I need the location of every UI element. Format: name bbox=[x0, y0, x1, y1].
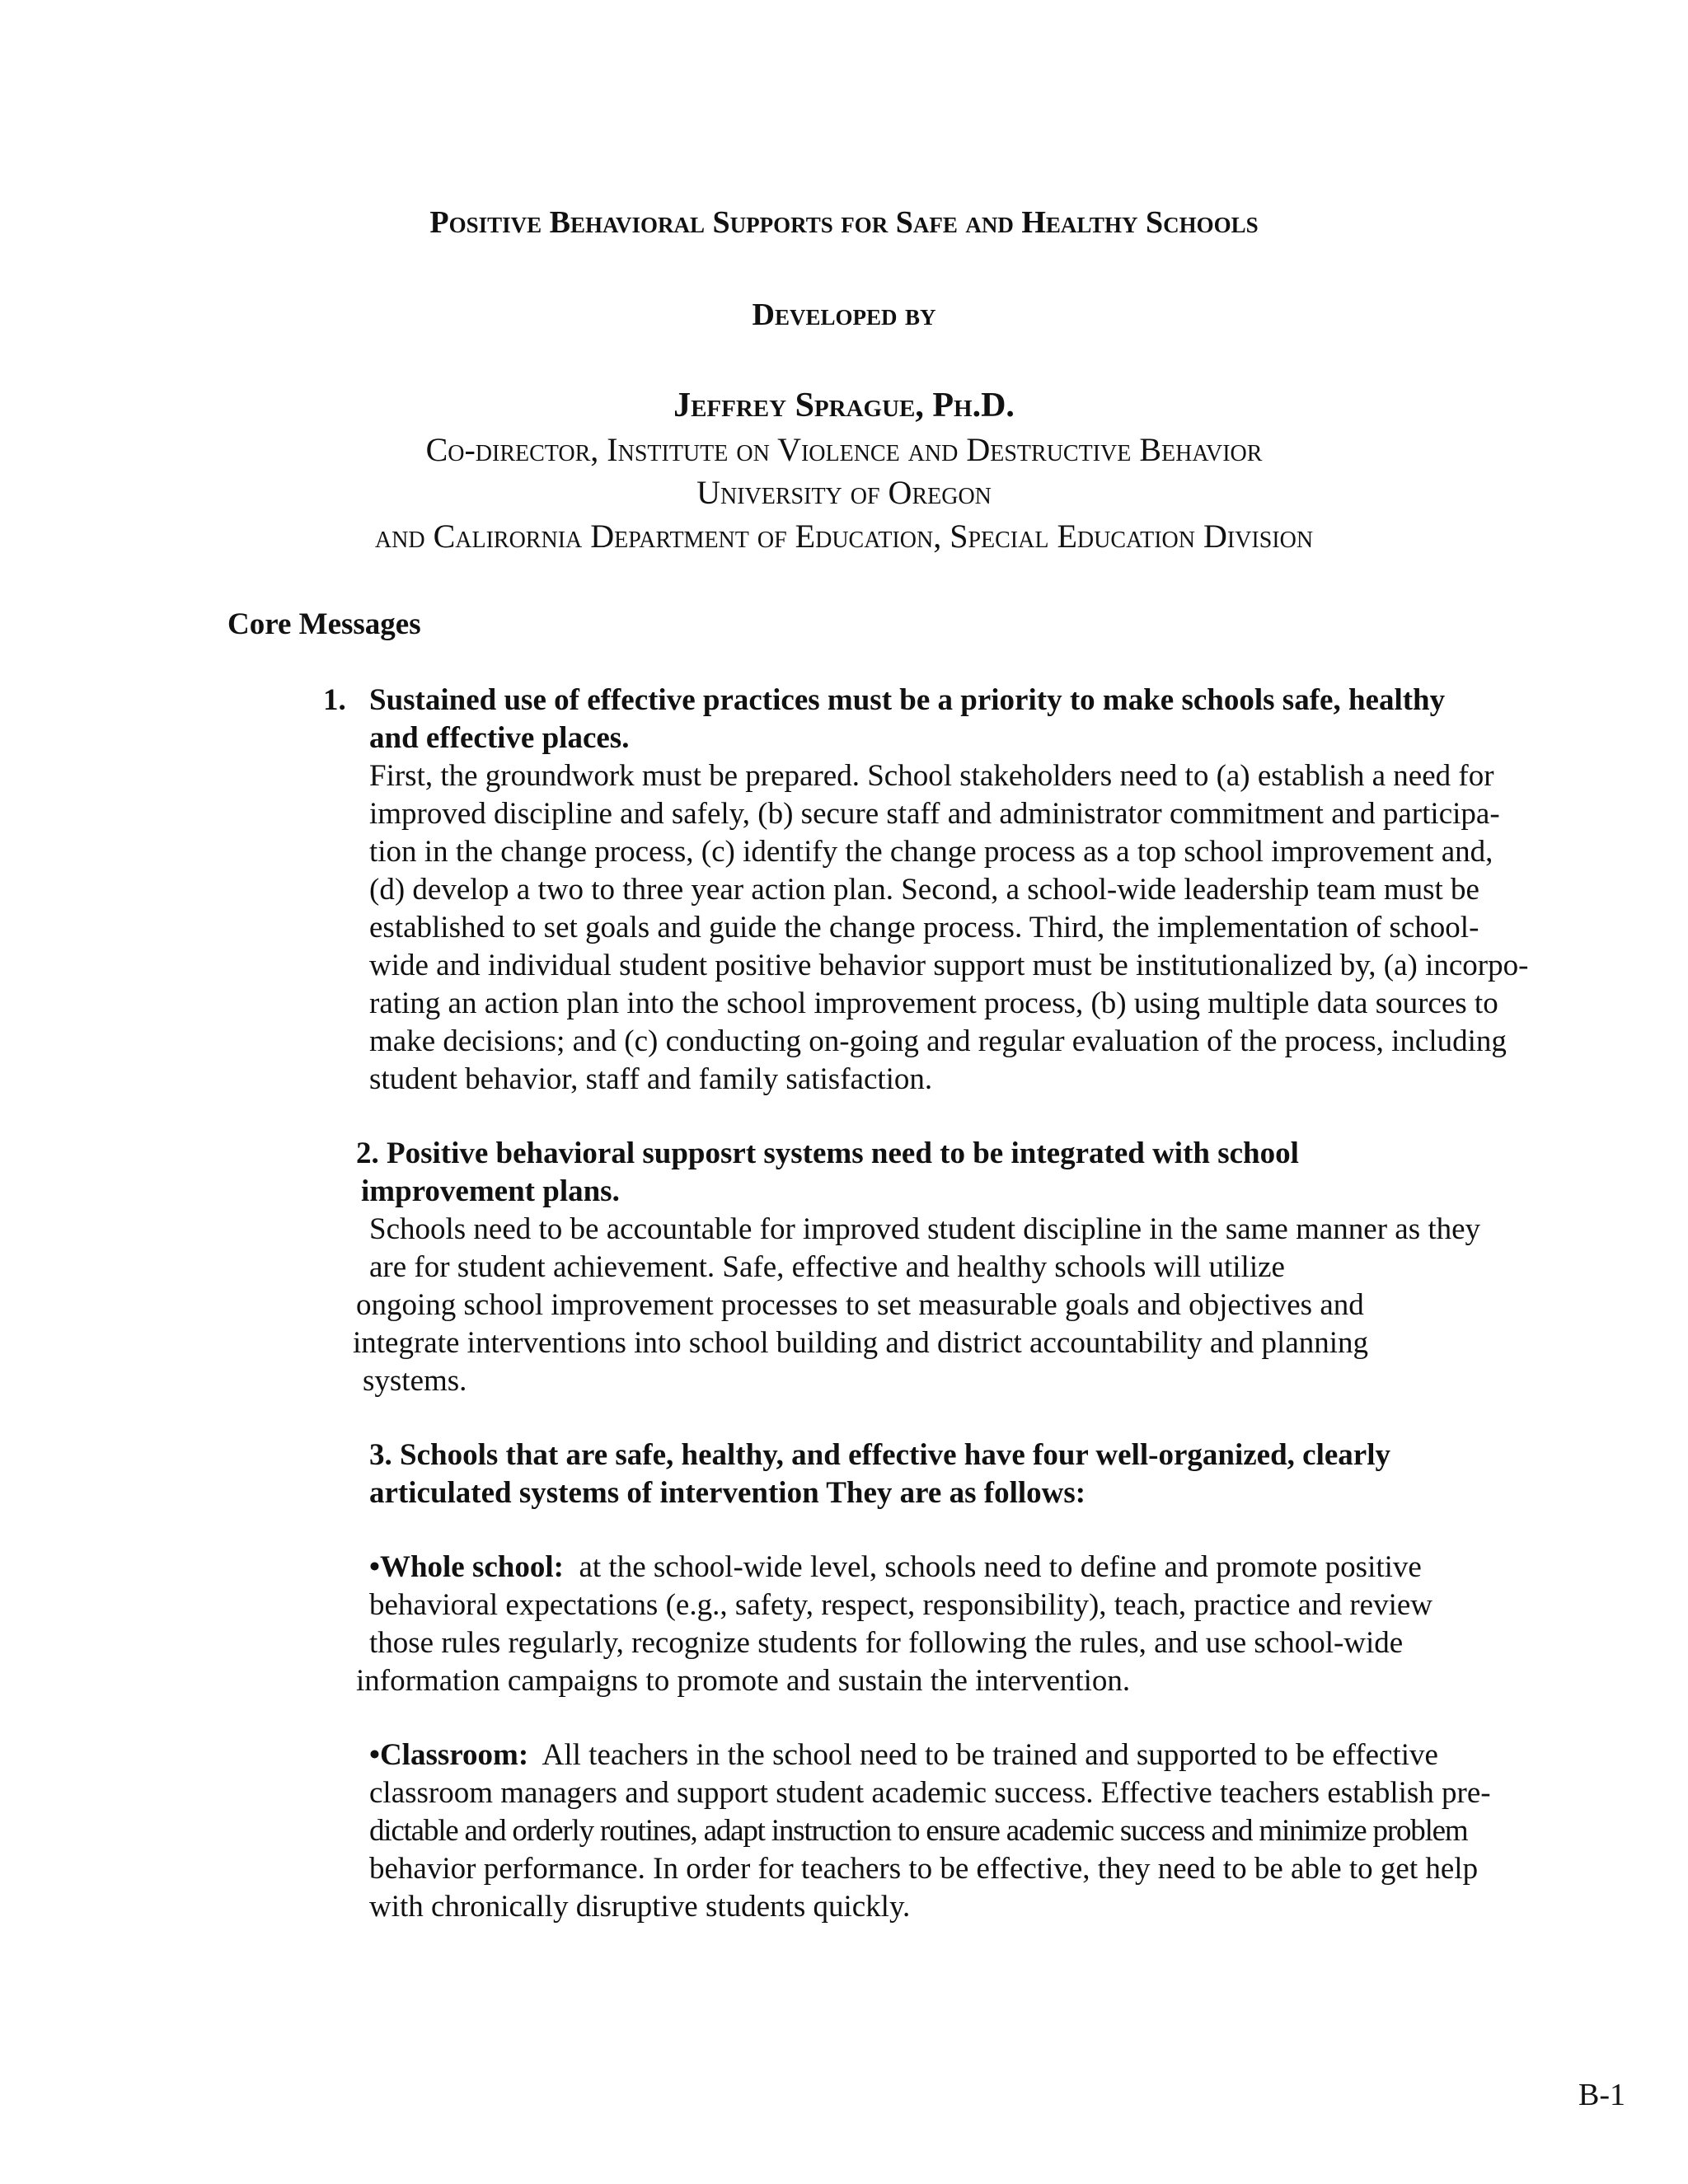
message-2-body-line: Schools need to be accountable for improved student discipline in the same manner as they bbox=[369, 1212, 1481, 1246]
developed-by-label: Developed by bbox=[752, 298, 936, 332]
message-1-number: 1. bbox=[323, 683, 346, 717]
whole-school-text: at the school-wide level, schools need to define and promote positive bbox=[563, 1550, 1422, 1584]
message-2-body-line: ongoing school improvement processes to set measurable goals and objectives and bbox=[356, 1288, 1364, 1322]
author-affiliation-1: Co-director, Institute on Violence and Destructive Behavior bbox=[425, 431, 1263, 468]
core-messages-heading: Core Messages bbox=[227, 607, 421, 641]
classroom-paragraph-line: classroom managers and support student academic success. Effective teachers establish pre- bbox=[369, 1776, 1491, 1810]
message-2-heading-line-2: improvement plans. bbox=[361, 1174, 620, 1208]
message-1-body-line: student behavior, staff and family satisfaction. bbox=[369, 1062, 933, 1096]
message-2-body-line: are for student achievement. Safe, effective and healthy schools will utilize bbox=[369, 1250, 1285, 1284]
whole-school-paragraph-line-1 bbox=[369, 1549, 1422, 1585]
message-3-heading-line-1: 3. Schools that are safe, healthy, and effective have four well-organized, clearly bbox=[369, 1438, 1390, 1472]
whole-school-paragraph-line: information campaigns to promote and sustain the intervention. bbox=[356, 1664, 1131, 1698]
page-number: B-1 bbox=[1578, 2078, 1625, 2112]
classroom-label: •Classroom: bbox=[369, 1738, 529, 1772]
classroom-paragraph-line: dictable and orderly routines, adapt instruction to ensure academic success and minimize problem bbox=[369, 1814, 1468, 1848]
whole-school-label: •Whole school: bbox=[369, 1550, 564, 1584]
message-1-body-line: First, the groundwork must be prepared. School stakeholders need to (a) establish a need for bbox=[369, 759, 1494, 793]
message-1-body-line: tion in the change process, (c) identify the change process as a top school improvement and, bbox=[369, 835, 1493, 869]
classroom-text: All teachers in the school need to be trained and supported to be effective bbox=[528, 1738, 1438, 1772]
message-1-body-line: improved discipline and safely, (b) secure staff and administrator commitment and participa- bbox=[369, 797, 1500, 831]
message-1-heading-line-2: and effective places. bbox=[369, 721, 630, 755]
message-3-heading-line-2: articulated systems of intervention They are as follows: bbox=[369, 1476, 1086, 1510]
author-affiliation-3: and Calirornia Department of Education, Special Education Division bbox=[374, 518, 1314, 555]
classroom-paragraph-line: with chronically disruptive students quickly. bbox=[369, 1890, 911, 1924]
classroom-paragraph-line: behavior performance. In order for teachers to be effective, they need to be able to get help bbox=[369, 1852, 1479, 1886]
whole-school-paragraph-line: behavioral expectations (e.g., safety, respect, responsibility), teach, practice and review bbox=[369, 1588, 1432, 1622]
message-1-body-line: established to set goals and guide the change process. Third, the implementation of school- bbox=[369, 911, 1479, 944]
message-2-body-line: systems. bbox=[363, 1364, 467, 1398]
message-1-body-line: make decisions; and (c) conducting on-going and regular evaluation of the process, including bbox=[369, 1024, 1507, 1058]
classroom-paragraph-line-1 bbox=[369, 1737, 1438, 1773]
message-1-body-line: wide and individual student positive behavior support must be institutionalized by, (a) incorpo- bbox=[369, 949, 1529, 982]
message-1-body-line: rating an action plan into the school improvement process, (b) using multiple data sources to bbox=[369, 987, 1498, 1020]
author-name: Jeffrey Sprague, Ph.D. bbox=[673, 387, 1015, 424]
message-1-heading-line-1: Sustained use of effective practices must be a priority to make schools safe, healthy bbox=[369, 683, 1446, 717]
author-affiliation-2: University of Oregon bbox=[696, 474, 992, 511]
message-2-body-line: integrate interventions into school building and district accountability and planning bbox=[353, 1326, 1369, 1360]
message-2-heading-line-1: 2. Positive behavioral supposrt systems need to be integrated with school bbox=[356, 1137, 1299, 1170]
whole-school-paragraph-line: those rules regularly, recognize students for following the rules, and use school-wide bbox=[369, 1626, 1404, 1660]
message-1-body-line: (d) develop a two to three year action plan. Second, a school-wide leadership team must be bbox=[369, 873, 1479, 907]
document-title: Positive Behavioral Supports for Safe and Healthy Schools bbox=[429, 205, 1259, 240]
